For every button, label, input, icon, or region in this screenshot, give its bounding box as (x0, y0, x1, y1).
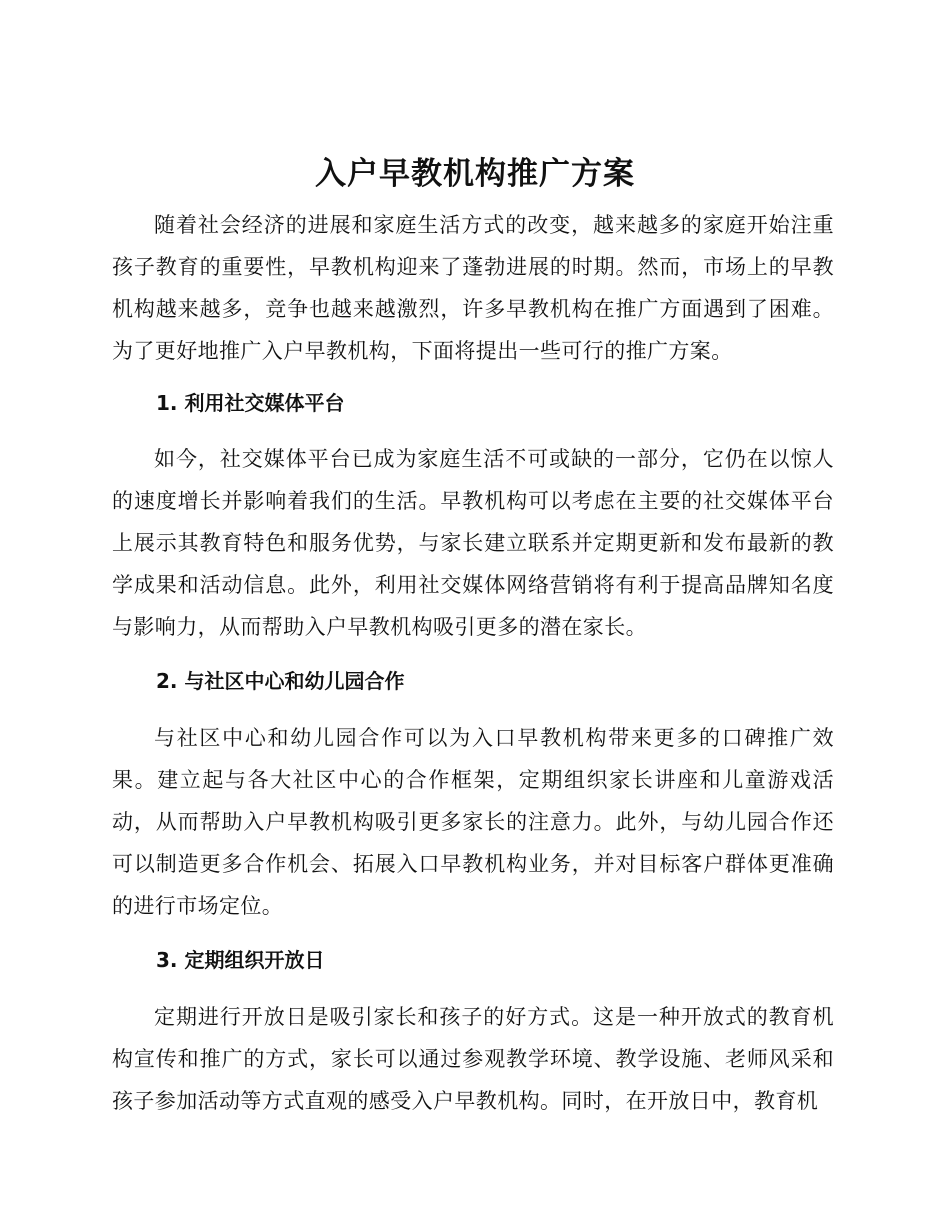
section-heading-3: 3. 定期组织开放日 (156, 948, 325, 972)
section-body-3: 定期进行开放日是吸引家长和孩子的好方式。这是一种开放式的教育机构宣传和推广的方式，家长可以通过参观教学环境、教学设施、老师风采和孩子参加活动等方式直观的感受入户早教机构。同时，在开放日中，教育机 (112, 1005, 834, 1113)
section-body-2: 与社区中心和幼儿园合作可以为入口早教机构带来更多的口碑推广效果。建立起与各大社区中心的合作框架，定期组织家长讲座和儿童游戏活动，从而帮助入户早教机构吸引更多家长的注意力。此外，与幼儿园合作还可以制造更多合作机会、拓展入口早教机构业务，并对目标客户群体更准确的进行市场定位。 (112, 726, 834, 918)
intro-paragraph: 随着社会经济的进展和家庭生活方式的改变，越来越多的家庭开始注重孩子教育的重要性，早教机构迎来了蓬勃进展的时期。然而，市场上的早教机构越来越多，竞争也越来越激烈，许多早教机构在推广方面遇到了困难。为了更好地推广入户早教机构，下面将提出一些可行的推广方案。 (112, 213, 834, 363)
section-heading-1: 1. 利用社交媒体平台 (156, 391, 345, 415)
section-heading-2: 2. 与社区中心和幼儿园合作 (156, 669, 405, 693)
section-body-1: 如今，社交媒体平台已成为家庭生活不可或缺的一部分，它仍在以惊人的速度增长并影响着我们的生活。早教机构可以考虑在主要的社交媒体平台上展示其教育特色和服务优势，与家长建立联系并定期更新和发布最新的教学成果和活动信息。此外，利用社交媒体网络营销将有利于提高品牌知名度与影响力，从而帮助入户早教机构吸引更多的潜在家长。 (112, 447, 834, 639)
document-title: 入户早教机构推广方案 (315, 156, 635, 192)
